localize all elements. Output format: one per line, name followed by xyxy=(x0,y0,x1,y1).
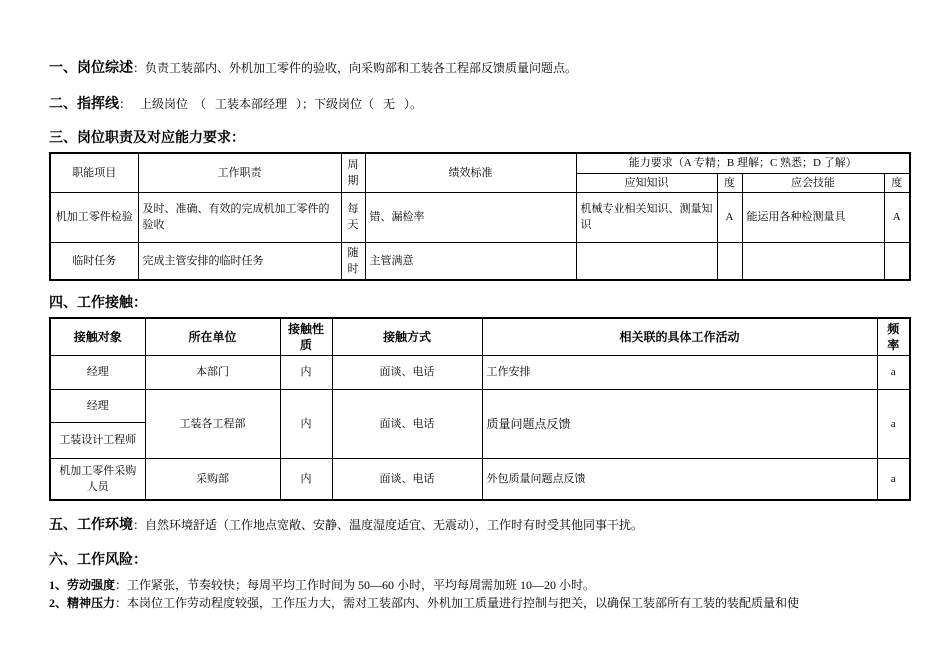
duty-item: 机加工零件检验 xyxy=(50,192,138,242)
contact-method: 面谈、电话 xyxy=(332,355,482,389)
section-environment-title: 五、工作环境 xyxy=(49,516,133,532)
contact-activity: 质量问题点反馈 xyxy=(482,389,877,458)
header-standard: 绩效标准 xyxy=(365,153,576,192)
duty-standard: 主管满意 xyxy=(365,242,576,280)
risk-label: 1、劳动强度 xyxy=(49,578,116,592)
duty-degree-2: A xyxy=(884,192,910,242)
contact-unit: 工装各工程部 xyxy=(145,389,280,458)
duty-header-row xyxy=(50,153,910,173)
section-risk-title: 六、工作风险： xyxy=(49,551,147,567)
section-environment xyxy=(49,514,643,534)
header-knowledge: 应知知识 xyxy=(576,173,717,192)
contact-table xyxy=(49,317,911,501)
risk-label: 2、精神压力 xyxy=(49,596,116,610)
risk-item xyxy=(49,594,799,612)
contact-row xyxy=(50,458,910,500)
duty-row xyxy=(50,242,910,280)
section-overview xyxy=(49,57,577,77)
section-command-title: 二、指挥线 xyxy=(49,95,119,111)
header-skill: 应会技能 xyxy=(742,173,884,192)
duty-skill xyxy=(742,242,884,280)
duty-degree-1: A xyxy=(717,192,742,242)
section-risk xyxy=(49,549,147,569)
header-duty: 工作职责 xyxy=(138,153,341,192)
header-frequency: 频率 xyxy=(877,318,910,355)
contact-target: 经理 xyxy=(50,355,145,389)
duty-cycle: 随时 xyxy=(341,242,365,280)
header-target: 接触对象 xyxy=(50,318,145,355)
header-degree-2: 度 xyxy=(884,173,910,192)
risk-item xyxy=(49,576,595,594)
section-environment-text: ：自然环境舒适（工作地点宽敞、安静、温度湿度适宜、无震动），工作时有时受其他同事干扰。 xyxy=(133,518,644,532)
contact-unit: 本部门 xyxy=(145,355,280,389)
contact-method: 面谈、电话 xyxy=(332,389,482,458)
section-duties xyxy=(49,127,245,147)
contact-frequency: a xyxy=(877,458,910,500)
duty-degree-1 xyxy=(717,242,742,280)
contact-activity: 外包质量问题点反馈 xyxy=(482,458,877,500)
section-contact-title: 四、工作接触： xyxy=(49,294,147,310)
contact-target: 经理 xyxy=(50,389,145,422)
section-overview-text: ：负责工装部内、外机加工零件的验收，向采购部和工装各工程部反馈质量问题点。 xyxy=(133,61,578,75)
section-duties-title: 三、岗位职责及对应能力要求： xyxy=(49,129,245,145)
duty-row xyxy=(50,192,910,242)
duty-knowledge: 机械专业相关知识、测量知识 xyxy=(576,192,717,242)
risk-text: ：本岗位工作劳动程度较强，工作压力大，需对工装部内、外机加工质量进行控制与把关，以确保工装部所有工装的装配质量和使 xyxy=(115,596,800,610)
section-overview-title: 一、岗位综述 xyxy=(49,59,133,75)
contact-activity: 工作安排 xyxy=(482,355,877,389)
header-ability: 能力要求（A 专精；B 理解；C 熟悉；D 了解） xyxy=(576,153,910,173)
contact-nature: 内 xyxy=(280,389,332,458)
duty-skill: 能运用各种检测量具 xyxy=(742,192,884,242)
duty-degree-2 xyxy=(884,242,910,280)
contact-unit: 采购部 xyxy=(145,458,280,500)
contact-row xyxy=(50,355,910,389)
duty-knowledge xyxy=(576,242,717,280)
header-unit: 所在单位 xyxy=(145,318,280,355)
contact-frequency: a xyxy=(877,389,910,458)
duty-desc: 及时、准确、有效的完成机加工零件的验收 xyxy=(138,192,341,242)
section-command-text: ： 上级岗位 （ 工装本部经理 ）；下级岗位（ 无 ）。 xyxy=(119,97,423,111)
duty-cycle: 每天 xyxy=(341,192,365,242)
duty-item: 临时任务 xyxy=(50,242,138,280)
contact-target: 工装设计工程师 xyxy=(50,422,145,458)
section-command-line xyxy=(49,93,422,113)
contact-nature: 内 xyxy=(280,458,332,500)
risk-text: ：工作紧张，节奏较快；每周平均工作时间为 50—60 小时，平均每周需加班 10—20 小时。 xyxy=(115,578,596,592)
header-activity: 相关联的具体工作活动 xyxy=(482,318,877,355)
duty-desc: 完成主管安排的临时任务 xyxy=(138,242,341,280)
contact-frequency: a xyxy=(877,355,910,389)
header-method: 接触方式 xyxy=(332,318,482,355)
contact-nature: 内 xyxy=(280,355,332,389)
duty-table xyxy=(49,152,911,281)
contact-method: 面谈、电话 xyxy=(332,458,482,500)
duty-standard: 错、漏检率 xyxy=(365,192,576,242)
contact-header-row xyxy=(50,318,910,355)
header-item: 职能项目 xyxy=(50,153,138,192)
header-degree-1: 度 xyxy=(717,173,742,192)
section-contact xyxy=(49,292,147,312)
header-cycle: 周期 xyxy=(341,153,365,192)
contact-target: 机加工零件采购人员 xyxy=(50,458,145,500)
contact-row xyxy=(50,389,910,422)
header-nature: 接触性质 xyxy=(280,318,332,355)
